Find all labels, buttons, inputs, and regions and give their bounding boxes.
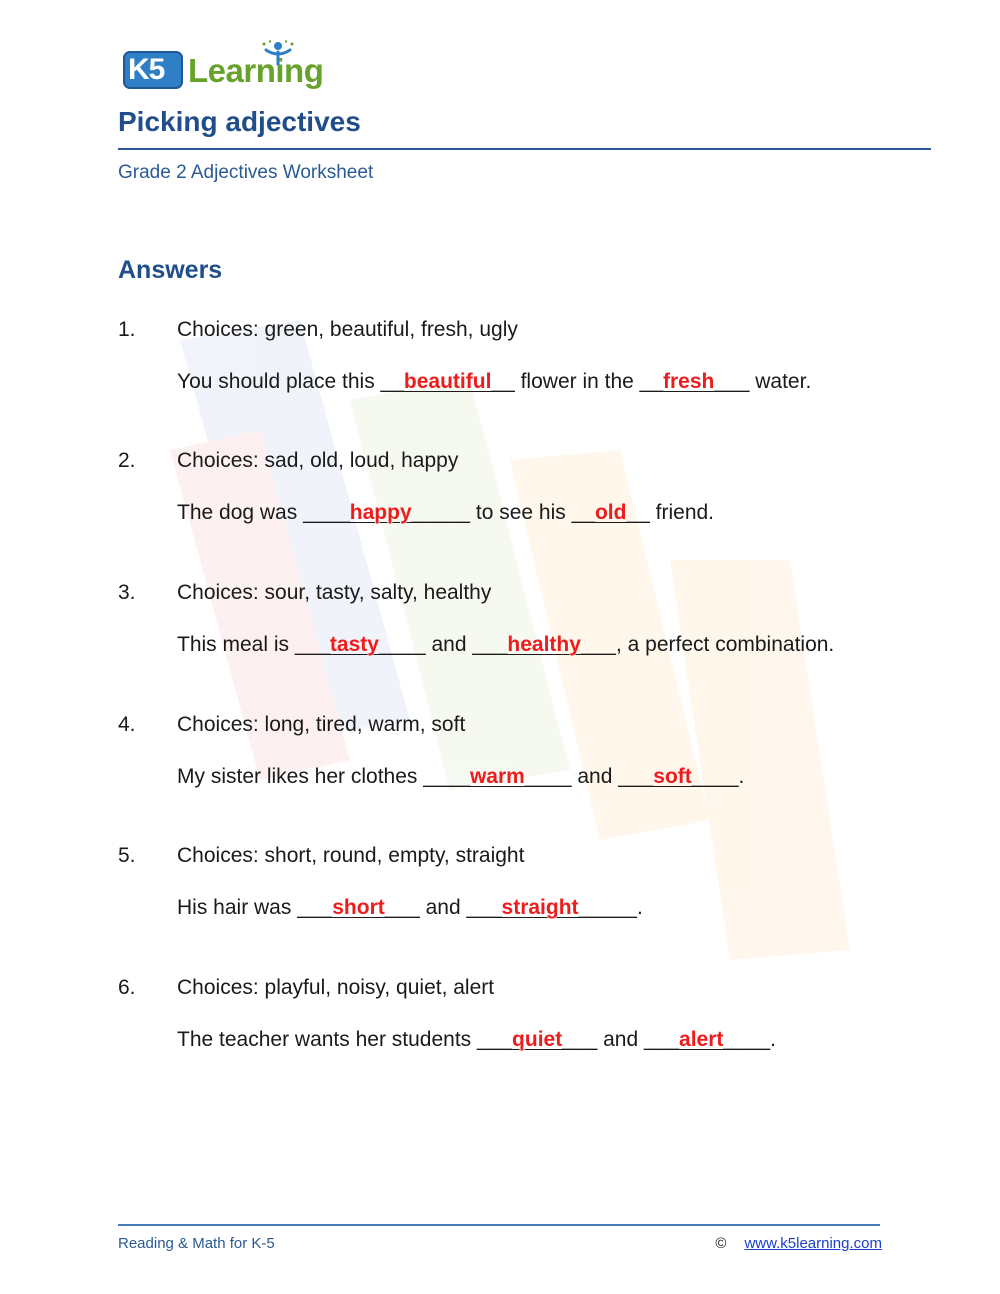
question-3 <box>0 579 1000 689</box>
question-number: 4. <box>118 713 136 736</box>
sentence-text: ____. <box>691 765 745 788</box>
answer-word: healthy <box>507 633 581 656</box>
question-choices: Choices: sour, tasty, salty, healthy <box>177 581 492 604</box>
answer-word: fresh <box>663 370 715 393</box>
question-choices: Choices: long, tired, warm, soft <box>177 713 466 736</box>
sentence-text: This meal is ___ <box>177 633 330 656</box>
copyright-symbol: © <box>715 1235 727 1252</box>
answer-word: tasty <box>329 633 379 656</box>
question-number: 6. <box>118 976 136 999</box>
sentence-text: ___ and ___ <box>384 896 502 919</box>
answers-heading: Answers <box>118 256 223 284</box>
logo-figure-icon <box>258 40 298 68</box>
question-sentence <box>177 894 643 922</box>
question-6 <box>0 974 1000 1084</box>
question-4 <box>0 711 1000 821</box>
answer-word: quiet <box>512 1028 563 1051</box>
sentence-text: ____. <box>723 1028 776 1051</box>
sentence-text: ____ and ___ <box>378 633 508 656</box>
question-choices: Choices: short, round, empty, straight <box>177 844 525 867</box>
question-sentence <box>177 631 834 659</box>
k5-learning-logo <box>120 40 335 96</box>
question-number: 1. <box>118 318 136 341</box>
question-1 <box>0 316 1000 426</box>
question-sentence <box>177 1026 776 1054</box>
answer-word: warm <box>469 765 525 788</box>
question-5 <box>0 842 1000 952</box>
sentence-text: __ flower in the __ <box>491 370 664 393</box>
question-choices: Choices: playful, noisy, quiet, alert <box>177 976 495 999</box>
title-divider <box>118 148 931 150</box>
answer-word: happy <box>349 501 412 524</box>
answer-word: soft <box>653 765 692 788</box>
answer-word: short <box>332 896 385 919</box>
question-choices: Choices: green, beautiful, fresh, ugly <box>177 318 518 341</box>
website-link[interactable]: www.k5learning.com <box>744 1235 882 1252</box>
question-sentence <box>177 368 811 396</box>
answer-word: straight <box>501 896 579 919</box>
sentence-text: My sister likes her clothes ____ <box>177 765 470 788</box>
sentence-text: ___ water. <box>714 370 812 393</box>
worksheet-title: Picking adjectives <box>118 106 361 137</box>
question-2 <box>0 447 1000 557</box>
sentence-text: _____ to see his __ <box>411 501 595 524</box>
answer-word: alert <box>679 1028 724 1051</box>
sentence-text: You should place this __ <box>177 370 404 393</box>
sentence-text: The dog was ____ <box>177 501 350 524</box>
question-choices: Choices: sad, old, loud, happy <box>177 449 459 472</box>
question-number: 3. <box>118 581 136 604</box>
sentence-text: _____. <box>578 896 643 919</box>
footer-divider <box>118 1224 880 1226</box>
footer-right <box>715 1234 882 1254</box>
footer-tagline: Reading & Math for K-5 <box>118 1235 275 1252</box>
sentence-text: ___ and ___ <box>562 1028 680 1051</box>
question-number: 2. <box>118 449 136 472</box>
question-number: 5. <box>118 844 136 867</box>
question-sentence <box>177 763 744 791</box>
answer-word: old <box>594 501 627 524</box>
logo-mark: K5 <box>128 53 165 86</box>
sentence-text: The teacher wants her students ___ <box>177 1028 513 1051</box>
logo-wordmark: Learning <box>188 52 324 89</box>
sentence-text: His hair was ___ <box>177 896 333 919</box>
answer-word: beautiful <box>403 370 492 393</box>
sentence-text: ___, a perfect combination. <box>580 633 835 656</box>
sentence-text: __ friend. <box>626 501 715 524</box>
sentence-text: ____ and ___ <box>524 765 654 788</box>
worksheet-subtitle: Grade 2 Adjectives Worksheet <box>118 162 374 183</box>
question-sentence <box>177 499 714 527</box>
